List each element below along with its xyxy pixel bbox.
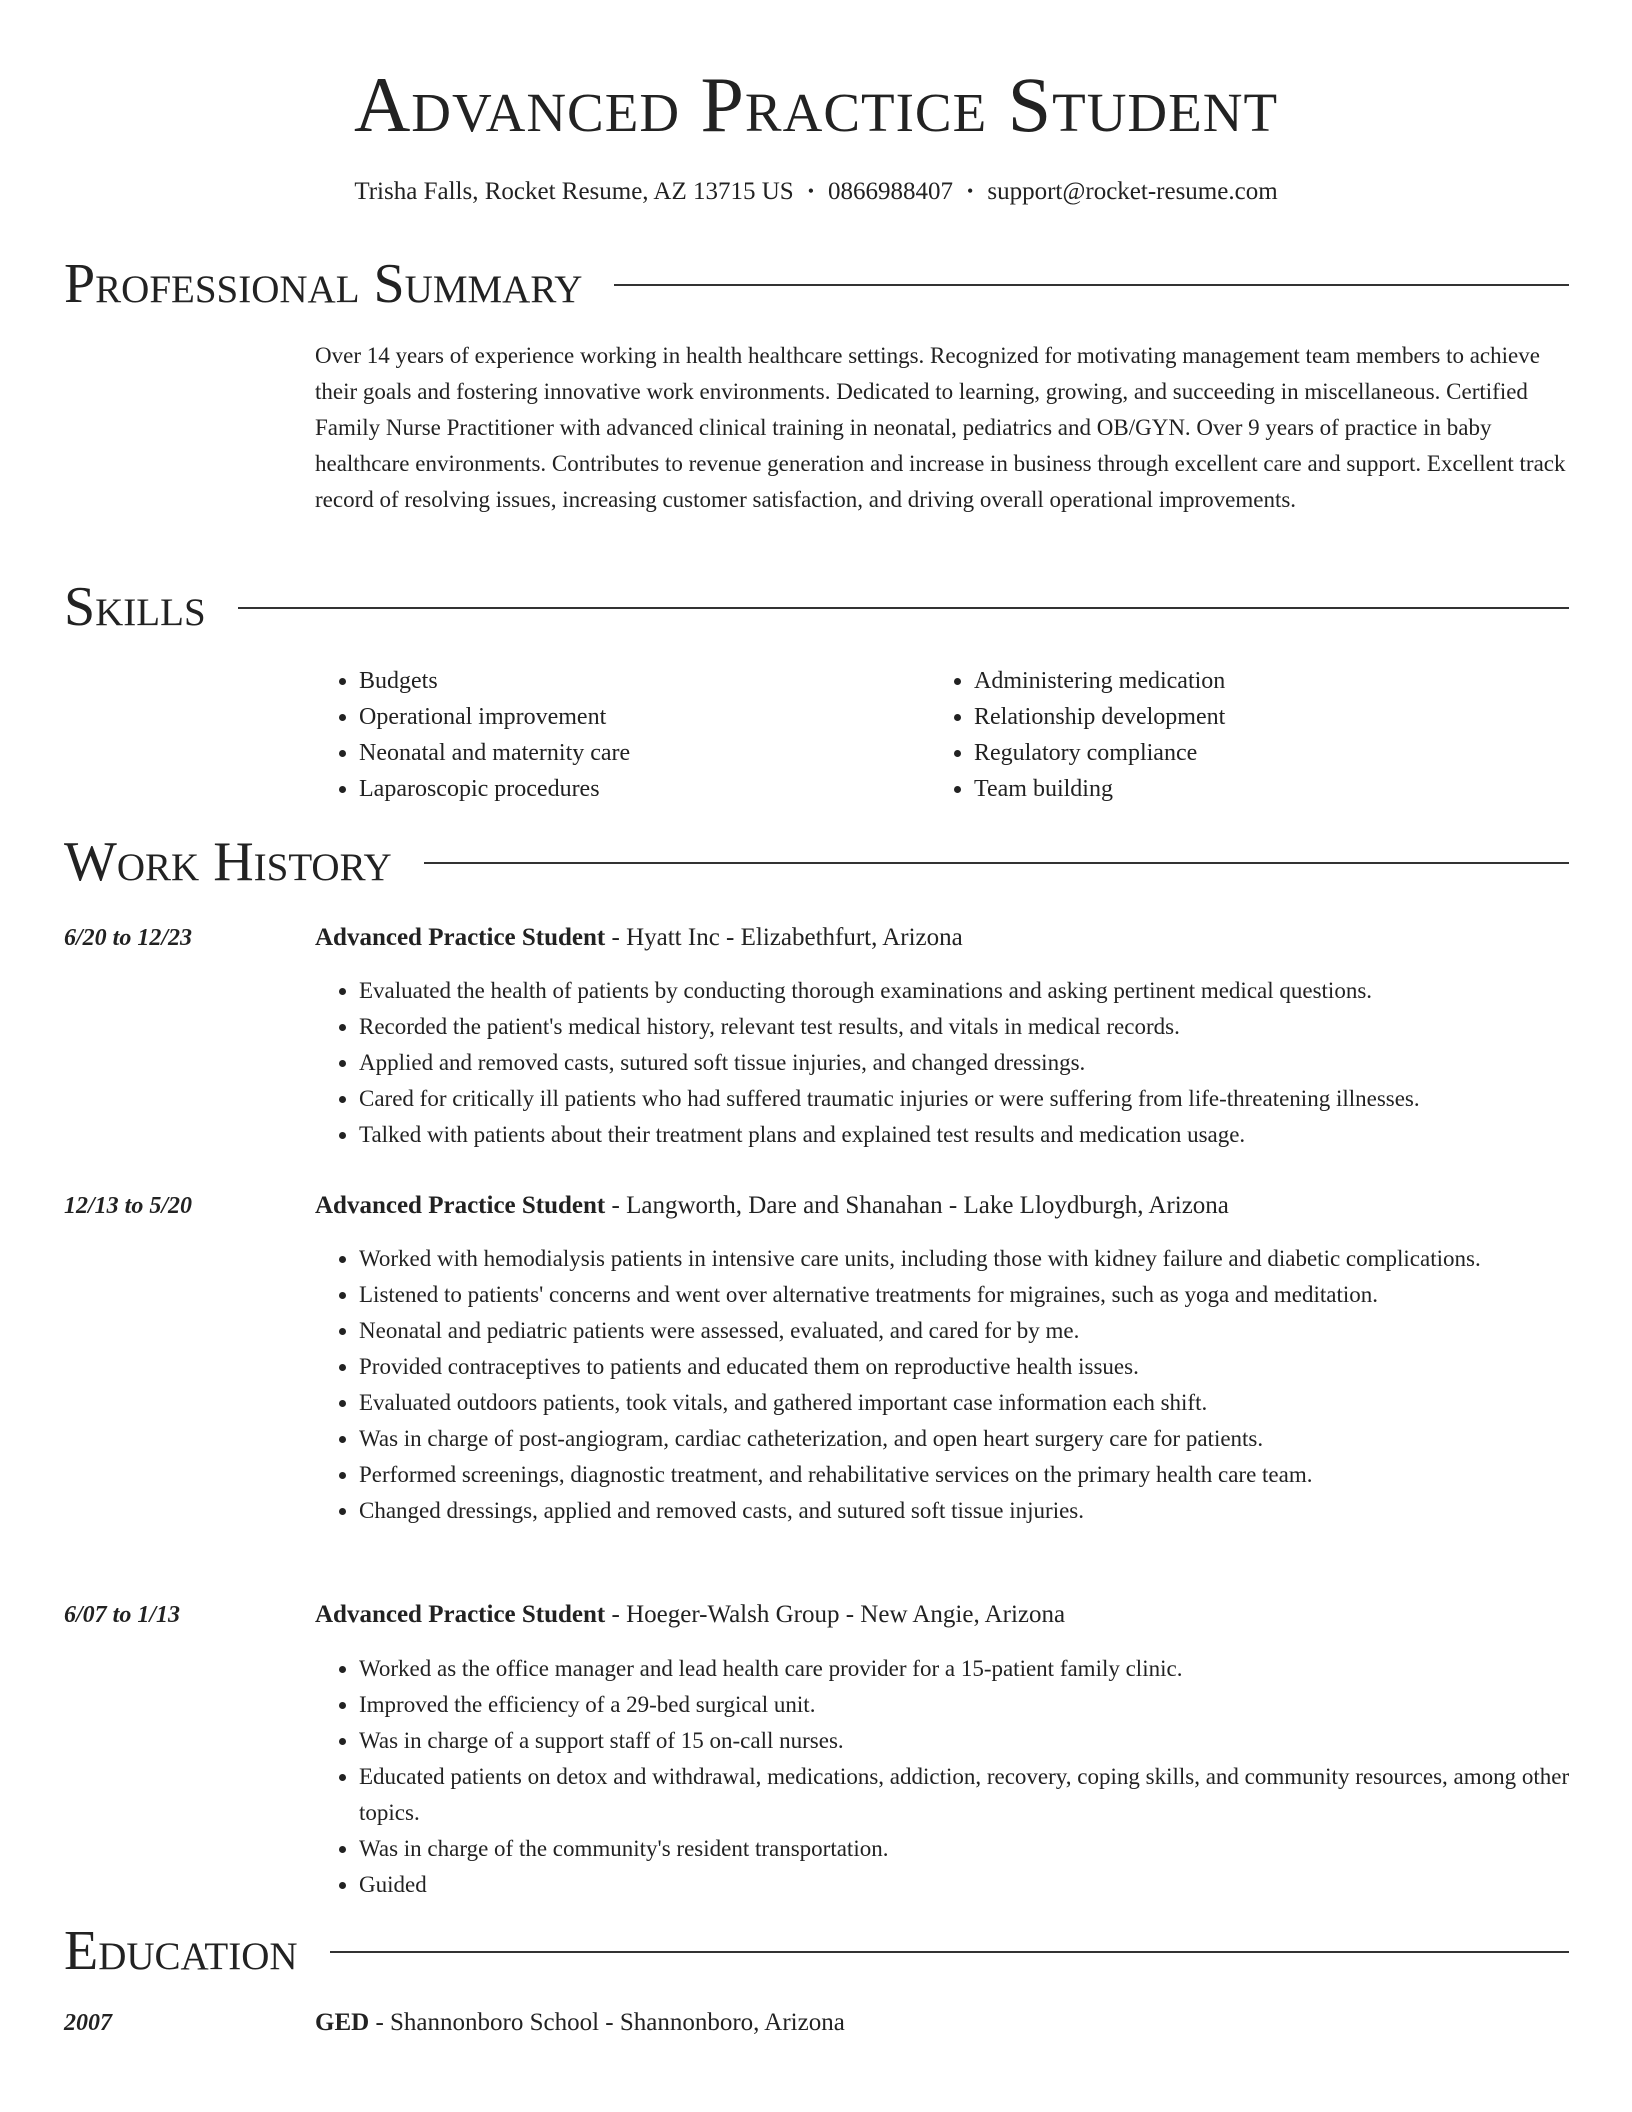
job-bullet: • Talked with patients about their treatment plans and explained test results and medication usage. bbox=[359, 1117, 1613, 1153]
section-divider bbox=[424, 862, 1569, 864]
work-title: Work History bbox=[64, 831, 392, 893]
job-bullet: • Worked with hemodialysis patients in intensive care units, including those with kidney failure and diabetic complications. bbox=[359, 1241, 1613, 1277]
job-dates: 12/13 to 5/20 bbox=[64, 1193, 193, 1219]
resume-name: Advanced Practice Student bbox=[353, 61, 1279, 148]
job-bullet: • Applied and removed casts, sutured soft tissue injuries, and changed dressings. bbox=[359, 1045, 1613, 1081]
job-bullet: • Was in charge of a support staff of 15 on-call nurses. bbox=[359, 1723, 1613, 1759]
skills-list-left bbox=[315, 663, 630, 807]
contact-phone: 0866988407 bbox=[828, 178, 954, 205]
job-dates: 6/07 to 1/13 bbox=[64, 1602, 181, 1628]
job-bullet: • Guided bbox=[359, 1867, 1613, 1903]
job-bullet: • Was in charge of post-angiogram, cardiac catheterization, and open heart surgery care for patients. bbox=[359, 1421, 1613, 1457]
skill-item: • Neonatal and maternity care bbox=[359, 735, 630, 771]
education-title: Education bbox=[64, 1920, 298, 1982]
job-bullet: • Provided contraceptives to patients and educated them on reproductive health issues. bbox=[359, 1349, 1613, 1385]
job-role: Advanced Practice Student bbox=[315, 1192, 606, 1219]
summary-text: Over 14 years of experience working in health healthcare settings. Recognized for motivating management team members to achieve their goals and fostering innovative work environments. Dedicated to learning, growing, and succeeding in miscellaneous. Certified Family Nurse Practitioner with advanced clinical training in neonatal, pediatrics and OB/GYN. Over 9 years of practice in baby healthcare environments. Contributes to revenue generation and increase in business through excellent care and support. Excellent track record of resolving issues, increasing customer satisfaction, and driving overall operational improvements. bbox=[315, 343, 1566, 512]
job-role: Advanced Practice Student bbox=[315, 924, 606, 951]
job-bullet: • Improved the efficiency of a 29-bed surgical unit. bbox=[359, 1687, 1613, 1723]
job-employer: - Langworth, Dare and Shanahan - Lake Lloydburgh, Arizona bbox=[605, 1192, 1229, 1219]
job-bullet: • Evaluated the health of patients by conducting thorough examinations and asking pertinent medical questions. bbox=[359, 973, 1613, 1009]
job-bullet: • Cared for critically ill patients who had suffered traumatic injuries or were suffering from life-threatening illnesses. bbox=[359, 1081, 1613, 1117]
work-heading bbox=[64, 830, 1569, 894]
contact-email: support@rocket-resume.com bbox=[987, 178, 1278, 205]
skill-item: • Administering medication bbox=[974, 663, 1225, 699]
contact-line bbox=[0, 176, 1632, 207]
job-bullet: • Changed dressings, applied and removed casts, and sutured soft tissue injuries. bbox=[359, 1493, 1613, 1529]
job-bullets bbox=[315, 973, 1613, 1153]
job-bullet: • Performed screenings, diagnostic treatment, and rehabilitative services on the primary health care team. bbox=[359, 1457, 1613, 1493]
job-bullet: • Worked as the office manager and lead health care provider for a 15-patient family clinic. bbox=[359, 1651, 1613, 1687]
contact-separator: • bbox=[967, 181, 974, 201]
job-title-line bbox=[315, 1188, 1569, 1224]
job-bullet: • Was in charge of the community's resident transportation. bbox=[359, 1831, 1613, 1867]
skill-item: • Budgets bbox=[359, 663, 630, 699]
job-title-line bbox=[315, 920, 1569, 956]
skills-list-right bbox=[930, 663, 1225, 807]
job-employer: - Hoeger-Walsh Group - New Angie, Arizona bbox=[605, 1601, 1066, 1628]
education-degree: GED bbox=[315, 2009, 370, 2036]
job-bullet: • Neonatal and pediatric patients were assessed, evaluated, and cared for by me. bbox=[359, 1313, 1613, 1349]
job-dates: 6/20 to 12/23 bbox=[64, 925, 193, 951]
summary-title: Professional Summary bbox=[64, 253, 583, 315]
education-heading bbox=[64, 1919, 1569, 1983]
job-bullets bbox=[315, 1241, 1613, 1529]
skill-item: • Operational improvement bbox=[359, 699, 630, 735]
education-year: 2007 bbox=[64, 2010, 112, 2036]
job-bullet: • Listened to patients' concerns and went over alternative treatments for migraines, such as yoga and meditation. bbox=[359, 1277, 1613, 1313]
job-bullet: • Evaluated outdoors patients, took vitals, and gathered important case information each shift. bbox=[359, 1385, 1613, 1421]
job-title-line bbox=[315, 1597, 1569, 1633]
summary-heading bbox=[64, 252, 1569, 316]
contact-address: Trisha Falls, Rocket Resume, AZ 13715 US bbox=[354, 178, 794, 205]
education-school: - Shannonboro School - Shannonboro, Arizona bbox=[369, 2009, 845, 2036]
job-bullet: • Recorded the patient's medical history, relevant test results, and vitals in medical records. bbox=[359, 1009, 1613, 1045]
skills-heading bbox=[64, 575, 1569, 639]
job-bullets bbox=[315, 1651, 1613, 1903]
education-line bbox=[315, 2005, 1569, 2041]
skill-item: • Regulatory compliance bbox=[974, 735, 1225, 771]
contact-separator: • bbox=[807, 181, 815, 201]
skill-item: • Laparoscopic procedures bbox=[359, 771, 630, 807]
skill-item: • Team building bbox=[974, 771, 1225, 807]
skill-item: • Relationship development bbox=[974, 699, 1225, 735]
section-divider bbox=[238, 607, 1569, 609]
section-divider bbox=[614, 284, 1569, 286]
skills-title: Skills bbox=[64, 576, 206, 638]
job-role: Advanced Practice Student bbox=[315, 1601, 606, 1628]
job-bullet: • Educated patients on detox and withdrawal, medications, addiction, recovery, coping skills, and community resources, among other topics. bbox=[359, 1759, 1613, 1831]
job-employer: - Hyatt Inc - Elizabethfurt, Arizona bbox=[605, 924, 963, 951]
section-divider bbox=[330, 1951, 1569, 1953]
